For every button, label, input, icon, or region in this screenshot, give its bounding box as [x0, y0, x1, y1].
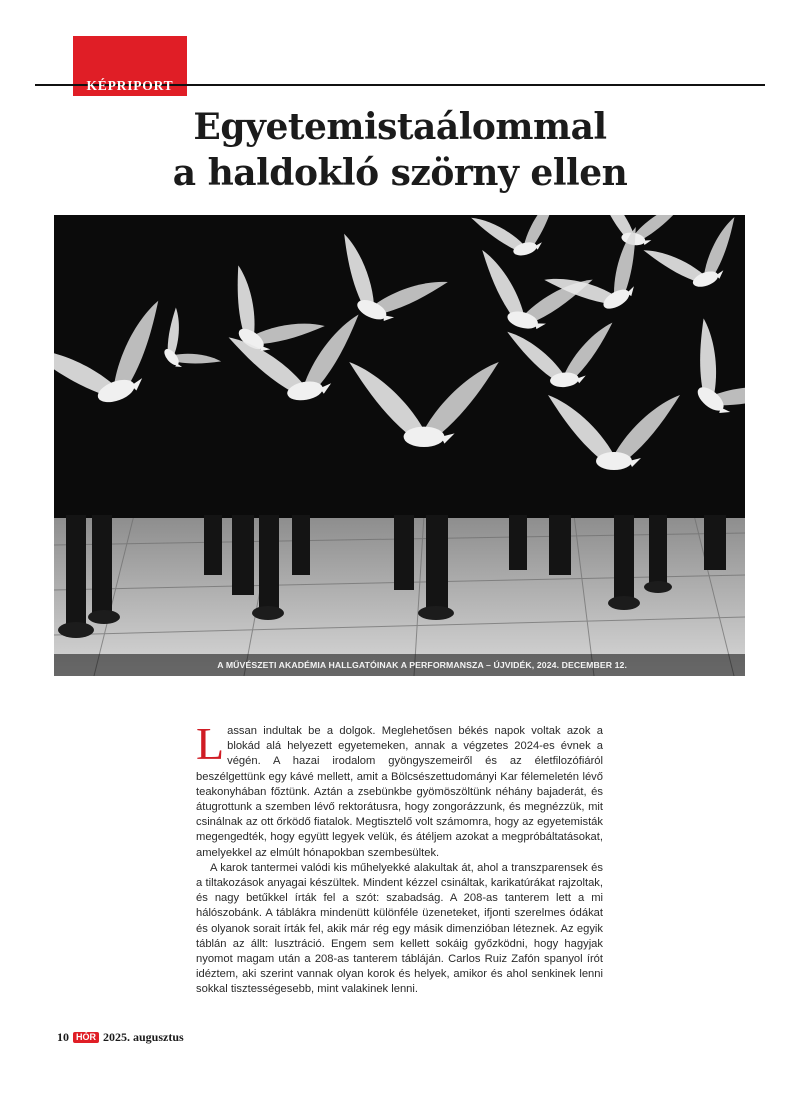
magazine-logo: HÓR [73, 1032, 99, 1043]
article-body [196, 718, 603, 998]
banner [54, 215, 745, 518]
page-number: 10 [57, 1030, 69, 1044]
section-label: KÉPRIPORT [86, 78, 174, 93]
page-footer [57, 1028, 184, 1046]
feature-photo [54, 215, 745, 676]
photo-caption: A MŰVÉSZETI AKADÉMIA HALLGATÓINAK A PERFORMANSZA – ÚJVIDÉK, 2024. DECEMBER 12. [217, 660, 627, 670]
article-paragraph-1-text: assan indultak be a dolgok. Meglehetősen békés napok voltak azok a blokád alá helyezett egyetemeken, annak a végzetes 2024-es évnek a végén. A hazai irodalom gyöngyszemeiről és az életfilozófiáról beszélgettünk egy kávé mellett, amit a Bölcsészettudományi Kar félemeletén lévő teakonyhában főztünk. Aztán a zsebünkbe gyömöszöltünk néhány bajaderát, és átugrottunk a szemben lévő rektorátusra, hogy zongorázzunk, és megnézzük, mit csinálnak az ott őrködő fiatalok. Megtisztelő volt számomra, hogy az egyetemisták megengedték, hogy együtt legyek velük, és átéljem azokat a megpróbáltatásokat, amelyekkel az elmúlt hónapokban szembesültek. [196, 725, 603, 859]
photo-illustration [54, 215, 745, 676]
headline-line-2: a haldokló szörny ellen [172, 152, 628, 194]
article-paragraph-2: A karok tantermei valódi kis műhelyekké alakultak át, ahol a transzparensek és a tiltakozások anyagai készültek. Mindent kézzel csináltak, karikatúrákat rajzoltak, és nagy betűkkel írták fel a szót: szabadság. A 208-as tanterem lett a mi hálószobánk. A táblákra mindenütt különféle üzeneteket, ifjonti szerelmes ódákat és olyanok sorait írták fel, akik már rég egy másik dimenzióban léteznek. Az egyik táblán az állt: lusztráció. Engem sem kellett sokáig győzködni, hogy hagyjak nyomot magam után a 208-as tanterem tábláján. Carlos Ruiz Zafón spanyol írót idéztem, aki szerint vannak olyan korok és helyek, amikor és ahol senkinek lenni sokkal tisztességesebb, mint valakinek lenni. [196, 861, 603, 996]
issue-date: 2025. augusztus [103, 1030, 184, 1044]
article-paragraph-1 [196, 718, 603, 861]
headline [60, 104, 740, 196]
headline-line-1: Egyetemistaálommal [193, 106, 607, 148]
drop-cap: L [196, 718, 225, 769]
